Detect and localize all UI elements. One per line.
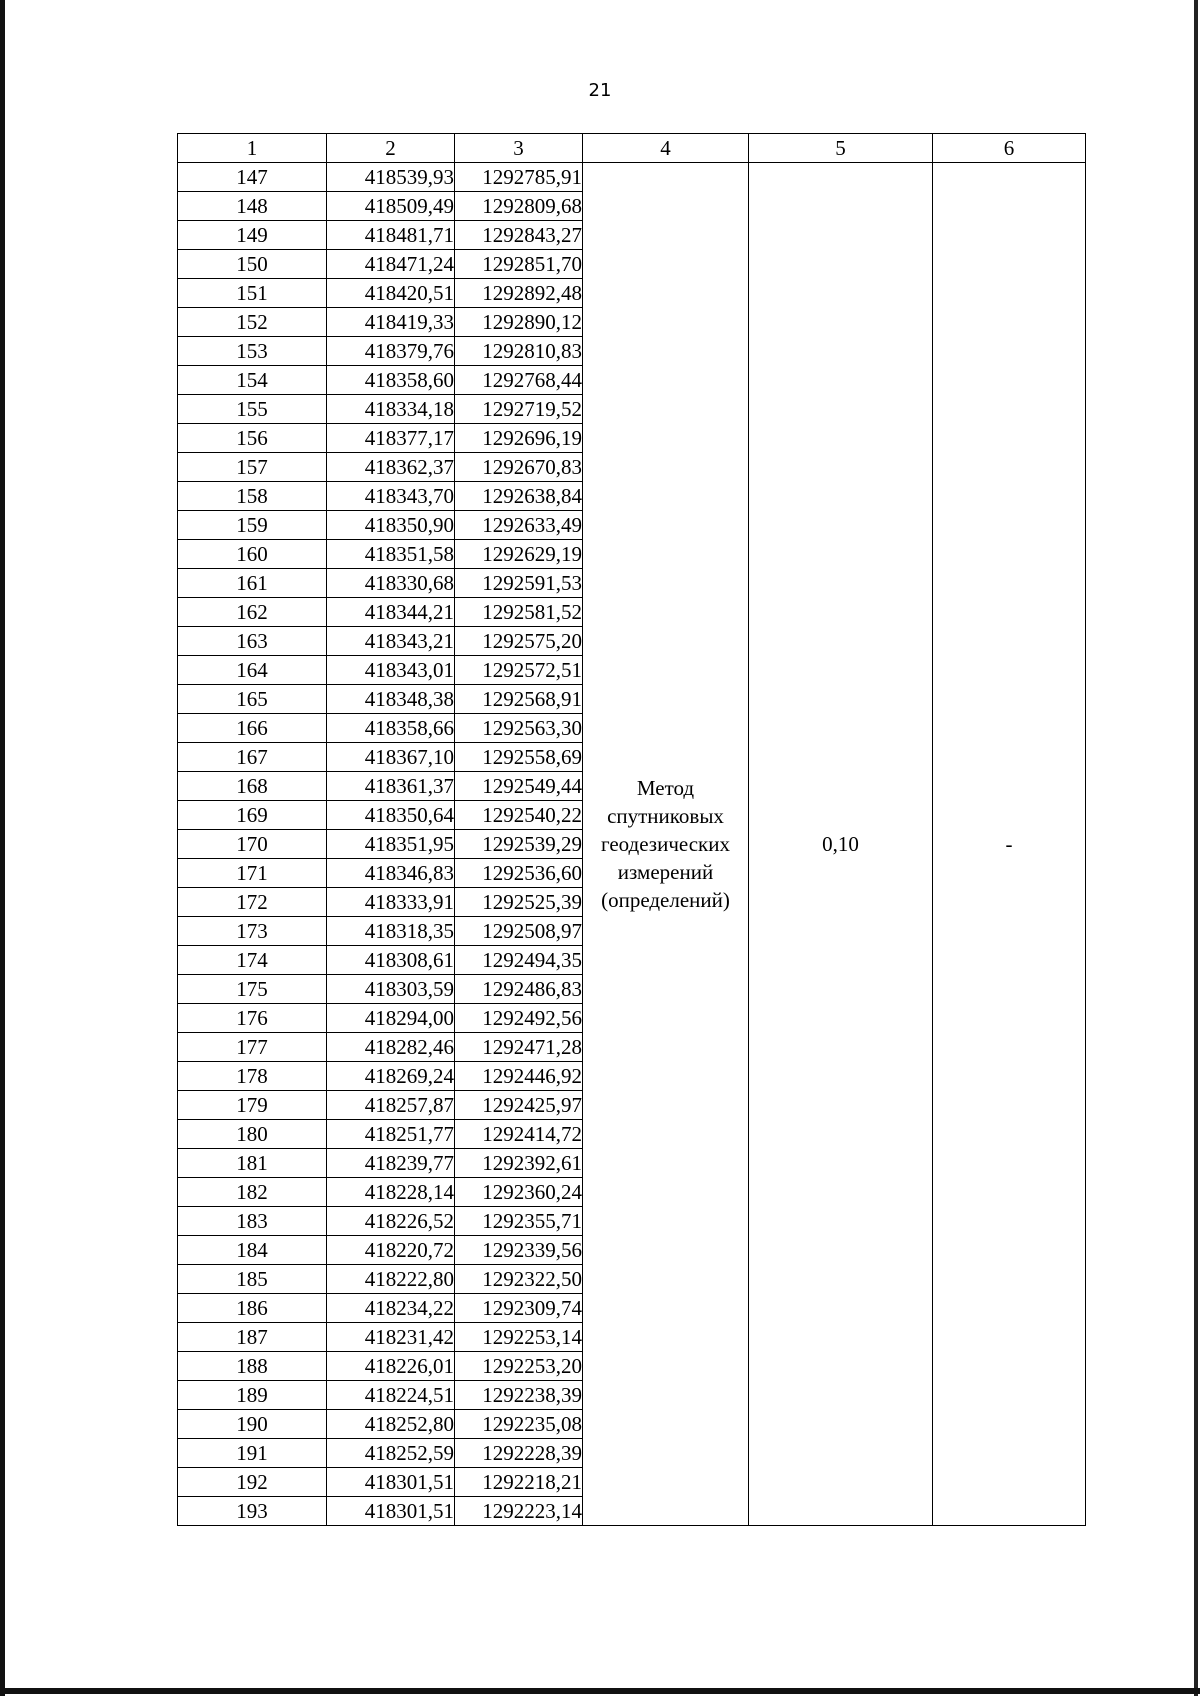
x-coordinate-cell: 418303,59: [327, 975, 455, 1004]
point-number-cell: 182: [178, 1178, 327, 1207]
x-coordinate-cell: 418330,68: [327, 569, 455, 598]
x-coordinate-cell: 418334,18: [327, 395, 455, 424]
point-number-cell: 159: [178, 511, 327, 540]
header-cell-point: 1: [178, 134, 327, 163]
point-number-cell: 181: [178, 1149, 327, 1178]
x-coordinate-cell: 418379,76: [327, 337, 455, 366]
x-coordinate-cell: 418301,51: [327, 1468, 455, 1497]
point-number-cell: 175: [178, 975, 327, 1004]
x-coordinate-cell: 418318,35: [327, 917, 455, 946]
x-coordinate-cell: 418346,83: [327, 859, 455, 888]
point-number-cell: 156: [178, 424, 327, 453]
y-coordinate-cell: 1292525,39: [455, 888, 583, 917]
y-coordinate-cell: 1292890,12: [455, 308, 583, 337]
x-coordinate-cell: 418343,70: [327, 482, 455, 511]
point-number-cell: 177: [178, 1033, 327, 1062]
point-number-cell: 173: [178, 917, 327, 946]
point-number-cell: 161: [178, 569, 327, 598]
y-coordinate-cell: 1292253,20: [455, 1352, 583, 1381]
x-coordinate-cell: 418350,90: [327, 511, 455, 540]
header-cell-method: 4: [583, 134, 749, 163]
point-number-cell: 166: [178, 714, 327, 743]
point-number-cell: 187: [178, 1323, 327, 1352]
x-coordinate-cell: 418234,22: [327, 1294, 455, 1323]
page-number: 21: [588, 80, 612, 101]
point-number-cell: 168: [178, 772, 327, 801]
scan-edge-right: [1194, 0, 1198, 1696]
y-coordinate-cell: 1292768,44: [455, 366, 583, 395]
point-number-cell: 174: [178, 946, 327, 975]
point-number-cell: 172: [178, 888, 327, 917]
point-number-cell: 189: [178, 1381, 327, 1410]
y-coordinate-cell: 1292638,84: [455, 482, 583, 511]
x-coordinate-cell: 418350,64: [327, 801, 455, 830]
header-cell-x: 2: [327, 134, 455, 163]
x-coordinate-cell: 418226,01: [327, 1352, 455, 1381]
y-coordinate-cell: 1292810,83: [455, 337, 583, 366]
x-coordinate-cell: 418351,58: [327, 540, 455, 569]
y-coordinate-cell: 1292492,56: [455, 1004, 583, 1033]
y-coordinate-cell: 1292253,14: [455, 1323, 583, 1352]
x-coordinate-cell: 418361,37: [327, 772, 455, 801]
x-coordinate-cell: 418308,61: [327, 946, 455, 975]
point-number-cell: 148: [178, 192, 327, 221]
y-coordinate-cell: 1292696,19: [455, 424, 583, 453]
y-coordinate-cell: 1292355,71: [455, 1207, 583, 1236]
x-coordinate-cell: 418343,21: [327, 627, 455, 656]
y-coordinate-cell: 1292360,24: [455, 1178, 583, 1207]
y-coordinate-cell: 1292238,39: [455, 1381, 583, 1410]
y-coordinate-cell: 1292809,68: [455, 192, 583, 221]
x-coordinate-cell: 418222,80: [327, 1265, 455, 1294]
y-coordinate-cell: 1292339,56: [455, 1236, 583, 1265]
y-coordinate-cell: 1292670,83: [455, 453, 583, 482]
header-cell-6: 6: [933, 134, 1086, 163]
point-number-cell: 178: [178, 1062, 327, 1091]
point-number-cell: 152: [178, 308, 327, 337]
point-number-cell: 186: [178, 1294, 327, 1323]
y-coordinate-cell: 1292392,61: [455, 1149, 583, 1178]
y-coordinate-cell: 1292322,50: [455, 1265, 583, 1294]
x-coordinate-cell: 418539,93: [327, 163, 455, 192]
y-coordinate-cell: 1292719,52: [455, 395, 583, 424]
point-number-cell: 188: [178, 1352, 327, 1381]
method-text-line: (определений): [601, 888, 730, 912]
y-coordinate-cell: 1292549,44: [455, 772, 583, 801]
y-coordinate-cell: 1292414,72: [455, 1120, 583, 1149]
y-coordinate-cell: 1292575,20: [455, 627, 583, 656]
y-coordinate-cell: 1292539,29: [455, 830, 583, 859]
point-number-cell: 151: [178, 279, 327, 308]
point-number-cell: 157: [178, 453, 327, 482]
y-coordinate-cell: 1292218,21: [455, 1468, 583, 1497]
x-coordinate-cell: 418377,17: [327, 424, 455, 453]
point-number-cell: 193: [178, 1497, 327, 1526]
y-coordinate-cell: 1292540,22: [455, 801, 583, 830]
x-coordinate-cell: 418220,72: [327, 1236, 455, 1265]
x-coordinate-cell: 418239,77: [327, 1149, 455, 1178]
y-coordinate-cell: 1292568,91: [455, 685, 583, 714]
point-number-cell: 185: [178, 1265, 327, 1294]
point-number-cell: 180: [178, 1120, 327, 1149]
x-coordinate-cell: 418351,95: [327, 830, 455, 859]
point-number-cell: 163: [178, 627, 327, 656]
x-coordinate-cell: 418481,71: [327, 221, 455, 250]
point-number-cell: 190: [178, 1410, 327, 1439]
x-coordinate-cell: 418301,51: [327, 1497, 455, 1526]
y-coordinate-cell: 1292851,70: [455, 250, 583, 279]
scan-edge-left: [0, 0, 5, 1696]
x-coordinate-cell: 418231,42: [327, 1323, 455, 1352]
accuracy-cell: 0,10: [749, 163, 933, 1526]
x-coordinate-cell: 418367,10: [327, 743, 455, 772]
method-text-line: Метод: [636, 776, 695, 800]
x-coordinate-cell: 418344,21: [327, 598, 455, 627]
point-number-cell: 149: [178, 221, 327, 250]
x-coordinate-cell: 418343,01: [327, 656, 455, 685]
header-cell-accuracy: 5: [749, 134, 933, 163]
x-coordinate-cell: 418362,37: [327, 453, 455, 482]
y-coordinate-cell: 1292223,14: [455, 1497, 583, 1526]
method-text-line: геодезических: [600, 832, 730, 856]
y-coordinate-cell: 1292572,51: [455, 656, 583, 685]
point-number-cell: 183: [178, 1207, 327, 1236]
point-number-cell: 153: [178, 337, 327, 366]
x-coordinate-cell: 418358,60: [327, 366, 455, 395]
x-coordinate-cell: 418257,87: [327, 1091, 455, 1120]
y-coordinate-cell: 1292629,19: [455, 540, 583, 569]
header-row: [178, 134, 1086, 163]
x-coordinate-cell: 418224,51: [327, 1381, 455, 1410]
point-number-cell: 154: [178, 366, 327, 395]
point-number-cell: 147: [178, 163, 327, 192]
point-number-cell: 167: [178, 743, 327, 772]
point-number-cell: 162: [178, 598, 327, 627]
y-coordinate-cell: 1292633,49: [455, 511, 583, 540]
x-coordinate-cell: 418226,52: [327, 1207, 455, 1236]
point-number-cell: 169: [178, 801, 327, 830]
x-coordinate-cell: 418420,51: [327, 279, 455, 308]
x-coordinate-cell: 418282,46: [327, 1033, 455, 1062]
x-coordinate-cell: 418294,00: [327, 1004, 455, 1033]
y-coordinate-cell: 1292508,97: [455, 917, 583, 946]
point-number-cell: 192: [178, 1468, 327, 1497]
x-coordinate-cell: 418348,38: [327, 685, 455, 714]
point-number-cell: 170: [178, 830, 327, 859]
point-number-cell: 160: [178, 540, 327, 569]
table-row: [178, 163, 1086, 192]
table-body: [178, 134, 1086, 1526]
point-number-cell: 176: [178, 1004, 327, 1033]
y-coordinate-cell: 1292471,28: [455, 1033, 583, 1062]
method-text-line: спутниковых: [607, 804, 724, 828]
y-coordinate-cell: 1292536,60: [455, 859, 583, 888]
point-number-cell: 158: [178, 482, 327, 511]
x-coordinate-cell: 418269,24: [327, 1062, 455, 1091]
y-coordinate-cell: 1292581,52: [455, 598, 583, 627]
x-coordinate-cell: 418252,80: [327, 1410, 455, 1439]
header-cell-y: 3: [455, 134, 583, 163]
point-number-cell: 184: [178, 1236, 327, 1265]
point-number-cell: 155: [178, 395, 327, 424]
point-number-cell: 171: [178, 859, 327, 888]
y-coordinate-cell: 1292228,39: [455, 1439, 583, 1468]
x-coordinate-cell: 418333,91: [327, 888, 455, 917]
x-coordinate-cell: 418358,66: [327, 714, 455, 743]
x-coordinate-cell: 418228,14: [327, 1178, 455, 1207]
y-coordinate-cell: 1292486,83: [455, 975, 583, 1004]
point-number-cell: 150: [178, 250, 327, 279]
y-coordinate-cell: 1292843,27: [455, 221, 583, 250]
y-coordinate-cell: 1292494,35: [455, 946, 583, 975]
y-coordinate-cell: 1292563,30: [455, 714, 583, 743]
y-coordinate-cell: 1292558,69: [455, 743, 583, 772]
point-number-cell: 191: [178, 1439, 327, 1468]
y-coordinate-cell: 1292235,08: [455, 1410, 583, 1439]
y-coordinate-cell: 1292892,48: [455, 279, 583, 308]
point-number-cell: 179: [178, 1091, 327, 1120]
scan-edge-bottom: [0, 1688, 1200, 1694]
y-coordinate-cell: 1292591,53: [455, 569, 583, 598]
x-coordinate-cell: 418471,24: [327, 250, 455, 279]
column-6-cell: -: [933, 163, 1086, 1526]
x-coordinate-cell: 418419,33: [327, 308, 455, 337]
x-coordinate-cell: 418509,49: [327, 192, 455, 221]
point-number-cell: 165: [178, 685, 327, 714]
y-coordinate-cell: 1292425,97: [455, 1091, 583, 1120]
y-coordinate-cell: 1292446,92: [455, 1062, 583, 1091]
y-coordinate-cell: 1292785,91: [455, 163, 583, 192]
x-coordinate-cell: 418251,77: [327, 1120, 455, 1149]
y-coordinate-cell: 1292309,74: [455, 1294, 583, 1323]
coordinates-table: [177, 133, 1086, 1526]
point-number-cell: 164: [178, 656, 327, 685]
method-cell: [583, 163, 749, 1526]
x-coordinate-cell: 418252,59: [327, 1439, 455, 1468]
method-text-line: измерений: [617, 860, 714, 884]
